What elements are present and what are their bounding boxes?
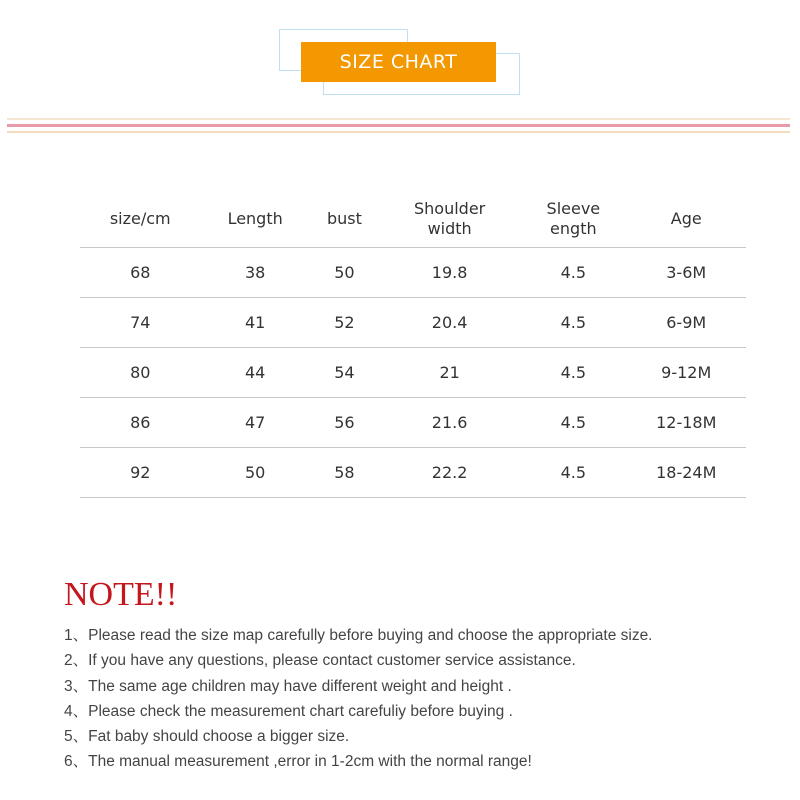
table-cell: 4.5: [520, 398, 626, 448]
column-header: Shoulder width: [379, 190, 520, 248]
note-item: 5、Fat baby should choose a bigger size.: [64, 728, 350, 746]
table-cell: 18-24M: [626, 448, 746, 498]
table-cell: 68: [80, 248, 200, 298]
size-table: [80, 190, 746, 498]
table-cell: 6-9M: [626, 298, 746, 348]
table-row: [80, 448, 746, 498]
table-cell: 12-18M: [626, 398, 746, 448]
size-chart-title: [301, 42, 496, 82]
table-cell: 54: [310, 348, 379, 398]
table-cell: 3-6M: [626, 248, 746, 298]
table-cell: 4.5: [520, 298, 626, 348]
table-row: [80, 248, 746, 298]
table-cell: 50: [200, 448, 309, 498]
note-heading: NOTE!!: [64, 576, 178, 613]
table-row: [80, 348, 746, 398]
table-cell: 4.5: [520, 448, 626, 498]
column-header: size/cm: [80, 190, 200, 248]
table-cell: 9-12M: [626, 348, 746, 398]
table-cell: 56: [310, 398, 379, 448]
column-header: Length: [200, 190, 309, 248]
divider-stripe: [7, 124, 790, 127]
divider-stripe: [7, 118, 790, 120]
table-cell: 41: [200, 298, 309, 348]
table-cell: 74: [80, 298, 200, 348]
table-cell: 19.8: [379, 248, 520, 298]
note-list: [64, 625, 653, 777]
table-cell: 86: [80, 398, 200, 448]
table-cell: 80: [80, 348, 200, 398]
table-row: [80, 398, 746, 448]
table-cell: 50: [310, 248, 379, 298]
table-cell: 21.6: [379, 398, 520, 448]
table-cell: 38: [200, 248, 309, 298]
column-header: Sleeve ength: [520, 190, 626, 248]
note-item: 4、Please check the measurement chart carefuliy before buying .: [64, 702, 513, 720]
table-cell: 21: [379, 348, 520, 398]
table-cell: 20.4: [379, 298, 520, 348]
note-item: 1、Please read the size map carefully before buying and choose the appropriate size.: [64, 627, 653, 644]
table-cell: 22.2: [379, 448, 520, 498]
table-row: [80, 298, 746, 348]
divider-stripe: [7, 131, 790, 133]
table-cell: 92: [80, 448, 200, 498]
note-item: 6、The manual measurement ,error in 1-2cm with the normal range!: [64, 753, 532, 771]
note-item: 2、If you have any questions, please contact customer service assistance.: [64, 652, 576, 670]
table-header: [80, 190, 746, 248]
title-text: SIZE CHART: [339, 51, 458, 73]
table-cell: 52: [310, 298, 379, 348]
table-cell: 47: [200, 398, 309, 448]
table-cell: 4.5: [520, 248, 626, 298]
table-cell: 4.5: [520, 348, 626, 398]
note-item: 3、The same age children may have different weight and height .: [64, 677, 512, 695]
table-cell: 58: [310, 448, 379, 498]
table-cell: 44: [200, 348, 309, 398]
column-header: bust: [310, 190, 379, 248]
column-header: Age: [626, 190, 746, 248]
